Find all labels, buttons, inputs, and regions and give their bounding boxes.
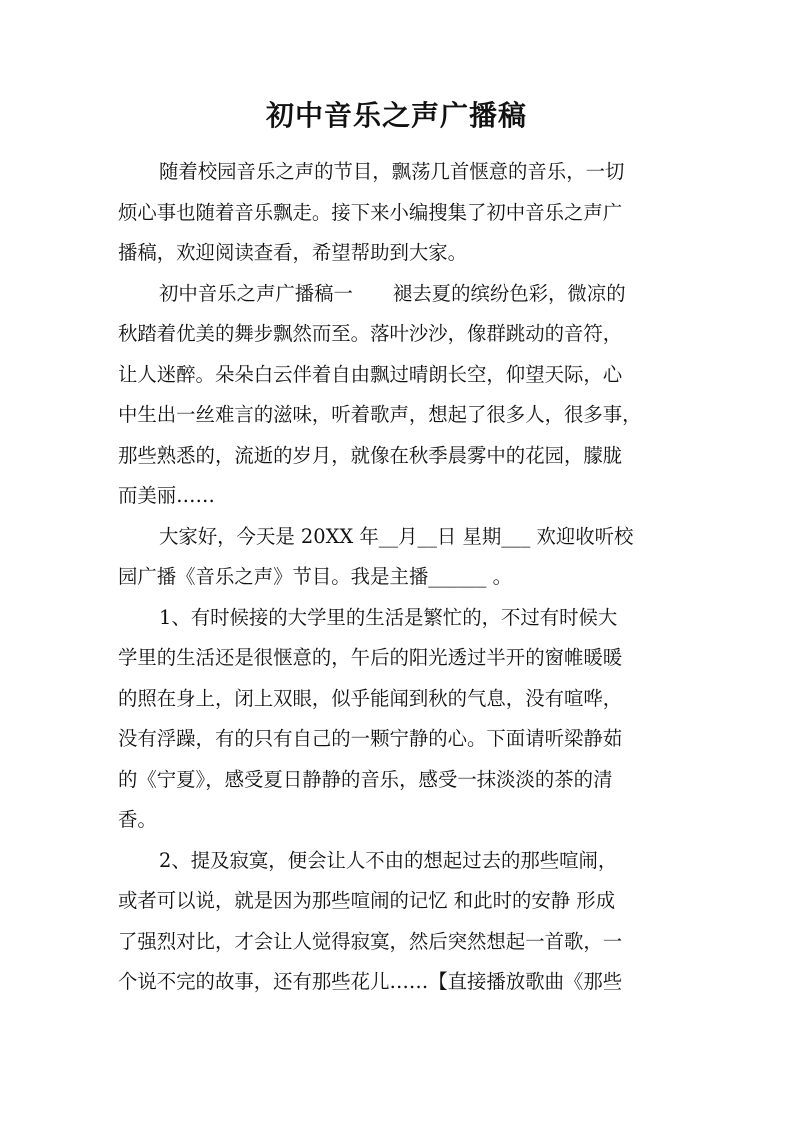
paragraph-line: 而美丽…… xyxy=(118,484,215,507)
paragraph-line: 1、有时候接的大学里的生活是繁忙的，不过有时候大 xyxy=(159,605,618,629)
document-body xyxy=(118,152,678,1003)
paragraph-line: 了强烈对比，才会让人觉得寂寞，然后突然想起一首歌，一 xyxy=(118,929,623,953)
paragraph-line: 中生出一丝难言的滋味，听着歌声，想起了很多人，很多事， xyxy=(118,403,642,426)
paragraph-line: 播稿，欢迎阅读查看，希望帮助到大家。 xyxy=(118,241,468,264)
script-heading: 初中音乐之声广播稿一 xyxy=(159,281,353,305)
paragraph-line: 学里的生活还是很惬意的，午后的阳光透过半开的窗帷暖暖 xyxy=(118,646,623,669)
paragraph-line: 个说不完的故事，还有那些花儿……【直接播放歌曲《那些 xyxy=(118,970,623,993)
paragraph-intro xyxy=(118,152,678,274)
paragraph-line: 让人迷醉。朵朵白云伴着自由飘过晴朗长空，仰望天际，心 xyxy=(118,362,623,386)
paragraph-line: 大家好，今天是 20XX 年__月__日 星期___ 欢迎收听校 xyxy=(159,524,634,548)
paragraph-line: 没有浮躁，有的只有自己的一颗宁静的心。下面请听梁静茹 xyxy=(118,727,623,750)
paragraph-line: 烦心事也随着音乐飘走。接下来小编搜集了初中音乐之声广 xyxy=(118,200,623,224)
paragraph-line: 的照在身上，闭上双眼，似乎能闻到秋的气息，没有喧哗， xyxy=(118,686,623,710)
document-title: 初中音乐之声广播稿 xyxy=(265,99,527,132)
paragraph-line: 2、提及寂寞，便会让人不由的想起过去的那些喧闹， xyxy=(159,848,618,872)
paragraph-line: 那些熟悉的，流逝的岁月，就像在秋季晨雾中的花园，朦胧 xyxy=(118,443,623,467)
paragraph-line: 秋踏着优美的舞步飘然而至。落叶沙沙，像群跳动的音符， xyxy=(118,322,623,345)
paragraph-line: 的《宁夏》，感受夏日静静的音乐，感受一抹淡淡的茶的清 xyxy=(118,767,613,791)
paragraph-item-one xyxy=(118,598,678,841)
paragraph-item-two xyxy=(118,841,678,1003)
paragraph-first-line xyxy=(118,274,678,315)
paragraph-line: 香。 xyxy=(118,808,157,831)
paragraph-script-one xyxy=(118,274,678,517)
paragraph-greeting xyxy=(118,517,678,598)
paragraph-line: 随着校园音乐之声的节目，飘荡几首惬意的音乐，一切 xyxy=(159,160,625,183)
paragraph-line: 或者可以说，就是因为那些喧闹的记忆 和此时的安静 形成 xyxy=(118,889,616,912)
paragraph-line: 园广播《音乐之声》节目。我是主播______ 。 xyxy=(118,565,512,588)
paragraph-line-text: 褪去夏的缤纷色彩，微凉的 xyxy=(392,281,626,305)
